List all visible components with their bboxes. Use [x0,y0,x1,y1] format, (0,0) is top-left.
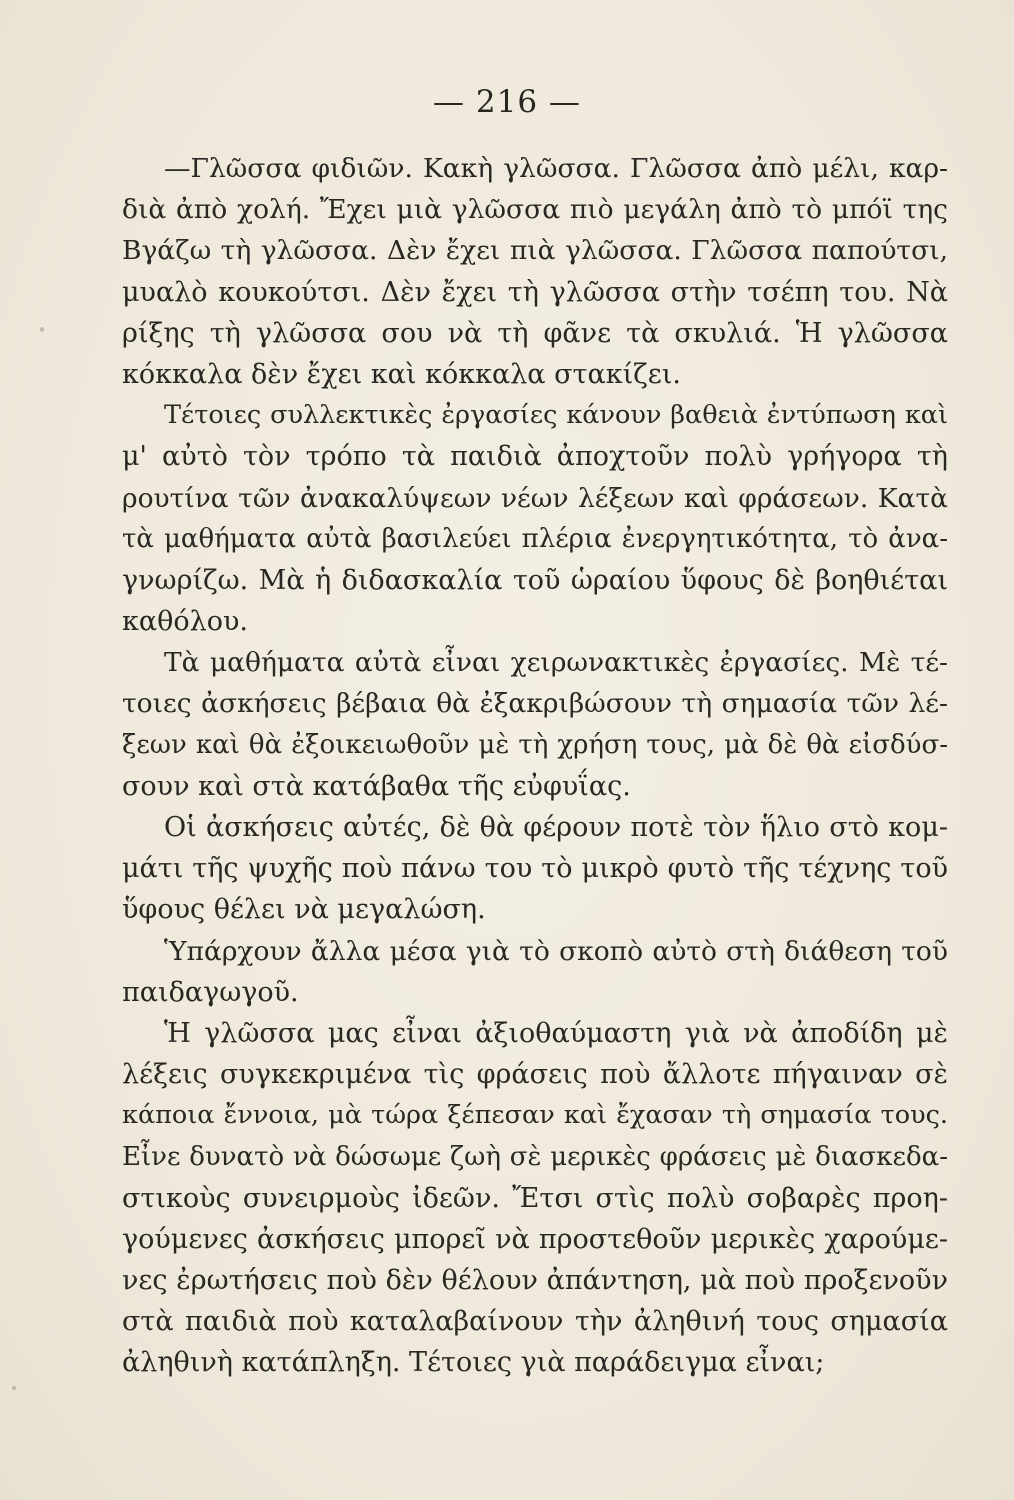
text-line: Βγάζω τὴ γλῶσσα. Δὲν ἔχει πιὰ γλῶσσα. Γλῶσσα παπούτσι, [122,235,948,267]
text-line: μυαλὸ κουκούτσι. Δὲν ἔχει τὴ γλῶσσα στὴν τσέπη του. Νὰ [122,276,948,308]
text-line: μ' αὐτὸ τὸν τρόπο τὰ παιδιὰ ἀποχτοῦν πολὺ γρήγορα τὴ [122,441,948,473]
text-line: λέξεις συγκεκριμένα τὶς φράσεις ποὺ ἄλλοτε πήγαιναν σὲ [122,1059,948,1091]
paper-speck [12,1386,16,1390]
page-number: — 216 — [433,84,581,120]
text-line: στικοὺς συνειρμοὺς ἰδεῶν. Ἔτσι στὶς πολὺ σοβαρὲς προη- [122,1182,948,1214]
text-line: ξεων καὶ θὰ ἐξοικειωθοῦν μὲ τὴ χρήση τους, μὰ δὲ θὰ εἰσδύσ- [122,729,948,760]
text-line: κόκκαλα δὲν ἔχει καὶ κόκκαλα στακίζει. [122,358,681,390]
text-line: ρίξης τὴ γλῶσσα σου νὰ τὴ φᾶνε τὰ σκυλιά. Ἡ γλῶσσα [122,317,948,349]
text-line: διὰ ἀπὸ χολή. Ἔχει μιὰ γλῶσσα πιὸ μεγάλη ἀπὸ τὸ μπόϊ της [122,194,948,226]
text-line: Οἱ ἀσκήσεις αὐτές, δὲ θὰ φέρουν ποτὲ τὸν ἥλιο στὸ κομ- [164,812,948,843]
text-line: ρουτίνα τῶν ἀνακαλύψεων νέων λέξεων καὶ φράσεων. Κατὰ [122,482,948,514]
text-line: ὕφους θέλει νὰ μεγαλώση. [122,894,486,926]
text-line: στὰ παιδιὰ ποὺ καταλαβαίνουν τὴν ἀληθινή τους σημασία [122,1306,948,1338]
paper-speck [40,327,44,332]
text-line: τοιες ἀσκήσεις βέβαια θὰ ἐξακριβώσουν τὴ σημασία τῶν λέ- [122,688,948,720]
text-line: καθόλου. [122,606,248,638]
text-line: Τὰ μαθήματα αὐτὰ εἶναι χειρωνακτικὲς ἐργασίες. Μὲ τέ- [164,647,948,679]
text-line: Τέτοιες συλλεκτικὲς ἐργασίες κάνουν βαθειὰ ἐντύπωση καὶ [164,400,948,431]
text-line: νες ἐρωτήσεις ποὺ δὲν θέλουν ἀπάντηση, μὰ ποὺ προξενοῦν [122,1265,948,1297]
text-line: Ἡ γλῶσσα μας εἶναι ἀξιοθαύμαστη γιὰ νὰ ἀποδίδη μὲ [164,1017,948,1049]
text-line: γνωρίζω. Μὰ ἡ διδασκαλία τοῦ ὡραίου ὕφους δὲ βοηθιέται [122,564,948,596]
text-line: —Γλῶσσα φιδιῶν. Κακὴ γλῶσσα. Γλῶσσα ἀπὸ μέλι, καρ- [164,153,948,184]
text-line: παιδαγωγοῦ. [122,976,299,1008]
text-line: κάποια ἔννοια, μὰ τώρα ξέπεσαν καὶ ἔχασαν τὴ σημασία τους. [122,1100,948,1131]
text-line: μάτι τῆς ψυχῆς ποὺ πάνω του τὸ μικρὸ φυτὸ τῆς τέχνης τοῦ [122,853,948,885]
text-line: ἀληθινὴ κατάπληξη. Τέτοιες γιὰ παράδειγμα εἶναι; [122,1347,825,1379]
body-text [122,148,948,1384]
text-line: Ὑπάρχουν ἄλλα μέσα γιὰ τὸ σκοπὸ αὐτὸ στὴ διάθεση τοῦ [164,935,948,967]
text-line: σουν καὶ στὰ κατάβαθα τῆς εὐφυΐας. [122,770,631,802]
text-line: τὰ μαθήματα αὐτὰ βασιλεύει πλέρια ἐνεργητικότητα, τὸ ἀνα- [122,523,948,554]
text-line: γούμενες ἀσκήσεις μπορεῖ νὰ προστεθοῦν μερικὲς χαρούμε- [122,1223,948,1255]
text-line: Εἶνε δυνατὸ νὰ δώσωμε ζωὴ σὲ μερικὲς φράσεις μὲ διασκεδα- [122,1141,948,1172]
